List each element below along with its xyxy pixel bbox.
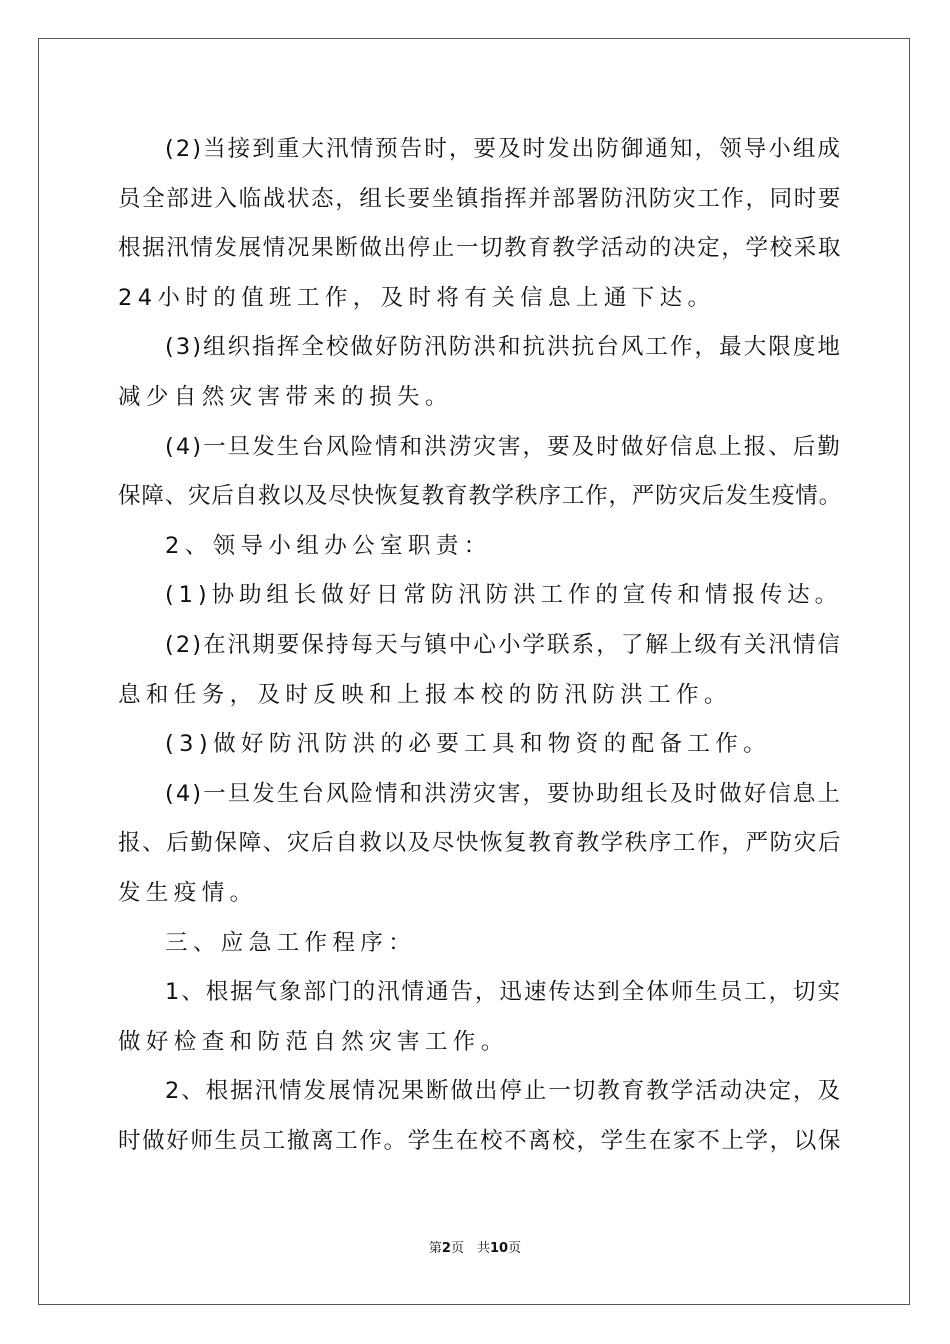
page-frame bbox=[38, 38, 910, 1305]
text-line: (4)一旦发生台风险情和洪涝灾害，要协助组长及时做好信息上 bbox=[165, 780, 842, 807]
page-footer bbox=[0, 1237, 950, 1256]
text-line: 2、根据汛情发展情况果断做出停止一切教育教学活动决定，及 bbox=[165, 1078, 842, 1105]
text-line: 2、领导小组办公室职责： bbox=[165, 532, 492, 559]
text-line: (1)协助组长做好日常防汛防洪工作的宣传和情报传达。 bbox=[165, 582, 842, 609]
text-line: 时做好师生员工撤离工作。学生在校不离校，学生在家不上学，以保 bbox=[118, 1128, 842, 1154]
text-line: 保障、灾后自救以及尽快恢复教育教学秩序工作，严防灾后发生疫情。 bbox=[118, 483, 842, 510]
text-line: 三、应急工作程序： bbox=[165, 929, 417, 956]
text-line: 做好检查和防范自然灾害工作。 bbox=[118, 1028, 509, 1055]
text-line: 根据汛情发展情况果断做出停止一切教育教学活动的决定，学校采取 bbox=[118, 235, 842, 262]
text-line: 24小时的值班工作，及时将有关信息上通下达。 bbox=[118, 284, 716, 311]
footer-suffix: 页 bbox=[508, 1241, 522, 1256]
total-page-number: 10 bbox=[489, 1241, 509, 1256]
text-line: (2)当接到重大汛情预告时，要及时发出防御通知，领导小组成 bbox=[165, 136, 842, 162]
text-line: (4)一旦发生台风险情和洪涝灾害，要及时做好信息上报、后勤 bbox=[165, 433, 842, 460]
text-line: 减少自然灾害带来的损失。 bbox=[118, 384, 453, 410]
text-line: (3)做好防汛防洪的必要工具和物资的配备工作。 bbox=[165, 731, 772, 758]
text-line: (3)组织指挥全校做好防汛防洪和抗洪抗台风工作，最大限度地 bbox=[165, 334, 842, 361]
footer-prefix: 第 bbox=[428, 1241, 442, 1256]
text-line: 1、根据气象部门的汛情通告，迅速传达到全体师生员工，切实 bbox=[165, 979, 842, 1006]
text-line: 员全部进入临战状态，组长要坐镇指挥并部署防汛防灾工作，同时要 bbox=[118, 185, 842, 212]
text-line: (2)在汛期要保持每天与镇中心小学联系，了解上级有关汛情信 bbox=[165, 632, 842, 658]
current-page-number: 2 bbox=[441, 1241, 451, 1256]
text-line: 报、后勤保障、灾后自救以及尽快恢复教育教学秩序工作，严防灾后 bbox=[118, 830, 842, 857]
text-line: 发生疫情。 bbox=[118, 880, 258, 906]
footer-mid: 页 共 bbox=[450, 1241, 490, 1256]
text-line: 息和任务，及时反映和上报本校的防汛防洪工作。 bbox=[118, 681, 732, 708]
